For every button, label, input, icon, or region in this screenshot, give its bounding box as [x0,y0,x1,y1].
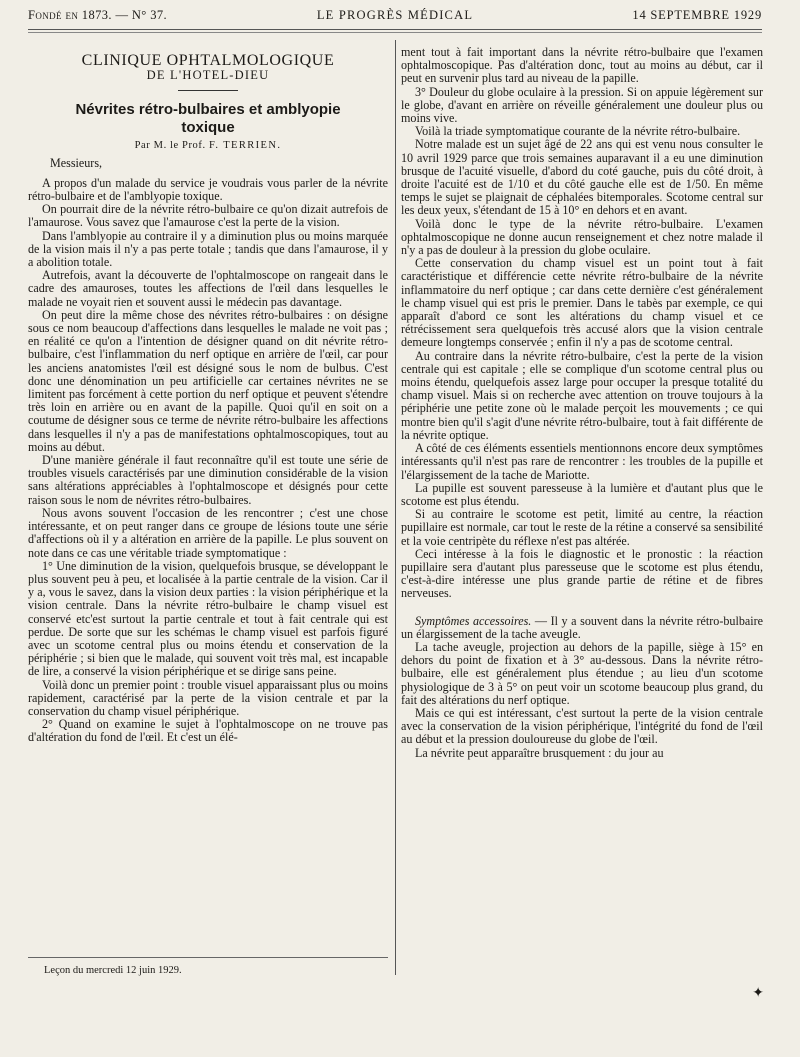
paragraph: Notre malade est un sujet âgé de 22 ans qui est venu nous consulter le 10 avril 1929 parce que trois semaines auparavant il a eu une diminution brusque de l'acuité visuelle, d'abord du coté gauche, puis du côté droit, à droite l'acuité est de 1/10 et du côté gauche elle est de 1/50. En même temps le sujet se plaignait de céphalées bitemporales. Scotome central sur les deux yeux, s'étendant de 15 à 10° en dehors et en avant. [401,137,763,218]
section-heading: CLINIQUE OPHTALMOLOGIQUE [81,52,335,69]
paragraph: La pupille est souvent paresseuse à la lumière et d'autant plus que le scotome est plus étendu. [401,480,763,508]
paragraph: D'une manière générale il faut reconnaître qu'il est toute une série de troubles visuels caractérisés par une diminution considérable de la vision sans altérations appréciables à l'ophtalmoscope et désignés pour cette raison sous le nom de névrites rétro-bulbaires. [28,453,388,507]
accessory-symptoms-paragraph [401,615,763,641]
paragraph: Nous avons souvent l'occasion de les rencontrer ; c'est une chose intéressante, et on peut ranger dans ce groupe de lésions toute une série d'affections où il y a altération en arrière de la papille. Le plus souvent on note dans ce cas une véritable triade symptomatique : [28,505,388,560]
article-title: Névrites rétro-bulbaires et amblyopie toxique [75,101,341,137]
salutation: Messieurs, [50,155,103,170]
accessory-symptoms-text: — Il y a souvent dans la névrite rétro-bulbaire un élargissement de la tache aveugle. [401,613,763,641]
journal-founded-issue: Fondé en 1873. — N° 37. [28,8,168,22]
section-rule [178,90,238,91]
issue-date: 14 SEPTEMBRE 1929 [632,8,762,22]
author-name: F. TERRIEN. [208,140,282,152]
paragraph: A côté de ces éléments essentiels mentionnons encore deux symptômes intéressants qu'il n'est pas rare de rencontrer : les troubles de la pupille et l'élargissement de la tache de Mariotte. [401,441,763,482]
ornament-icon: ✦ [752,986,764,1001]
paragraph: 1° Une diminution de la vision, quelquefois brusque, se développant le plus souvent peu à peu, et localisée à la partie centrale de la vision. Car il y a, vous le savez, dans la vision deux parties : la vision périphérique et la vision centrale. Dans la névrite rétro-bulbaire le champ visuel est conservé etc'est surtout la partie centrale et tout à fait centrale qui est perdue. De sorte que sur les schémas le champ visuel est parfois figuré avec un scotome central plus ou moins étendu et conservation de la périphérie ; si bien que le malade, qui souvent voit très mal, est incapable de lire, a conservé la vision périphérique et se dirige sans peine. [28,558,388,679]
footnote-rule [28,957,388,958]
paragraph: Voilà donc le type de la névrite rétro-bulbaire. L'examen ophtalmoscopique ne donne aucun renseignement et chez notre malade il n'y a pas de douleur à la pression du globe oculaire. [401,216,763,258]
paragraph: Voilà donc un premier point : trouble visuel apparaissant plus ou moins rapidement, caractérisé par la perte de la vision centrale et par la conservation du champ visuel périphérique. [28,677,388,718]
paragraph: Cette conservation du champ visuel est un point tout à fait caractéristique et différencie cette névrite rétro-bulbaire de la névrite inflammatoire du nerf optique ; car dans cette dernière c'est généralement le champ visuel qui est pris le premier. Dans le tabès par exemple, ce qui apparaît d'abord ce sont les altérations du champ visuel et ce rétrécissement sera quelquefois très accusé alors que la vision centrale demeure longtemps conservée ; enfin il n'y a pas de scotome central. [401,256,763,350]
paragraph: La névrite peut apparaître brusquement : du jour au [415,745,664,760]
paragraph: Voilà la triade symptomatique courante de la névrite rétro-bulbaire. [415,124,741,139]
footnote: Leçon du mercredi 12 juin 1929. [44,965,182,976]
byline [28,139,388,152]
header-rule [28,29,762,33]
paragraph: Au contraire dans la névrite rétro-bulbaire, c'est la perte de la vision centrale qui est capitale ; elle se complique d'un scotome central plus ou moins étendu, quelquefois assez large pour occuper la presque totalité du champ visuel. Mais si on recherche avec attention on trouve toujours à la périphérie une petite zone où le malade perçoit les mouvements ; ce qui montre bien qu'il s'agit d'une névrite rétro-bulbaire, tout à fait différente de la névrite optique. [401,348,763,442]
paragraph: Mais ce qui est intéressant, c'est surtout la perte de la vision centrale avec la conservation de la vision périphérique, l'intégrité du fond de l'œil au début et la pression douloureuse du globe de l'œil. [401,705,763,747]
page-header [28,8,762,28]
paragraph: 3° Douleur du globe oculaire à la pression. Si on appuie légèrement sur le globe, d'avant en arrière on réveille généralement une douleur plus ou moins vive. [401,84,763,126]
paragraph: Autrefois, avant la découverte de l'ophtalmoscope on rangeait dans le cadre des amauroses, toutes les affections de l'œil dans lesquelles le malade ne voyait rien et souvent aussi le médecin pas davantage. [28,268,388,309]
paragraph: A propos d'un malade du service je voudrais vous parler de la névrite rétro-bulbaire et de l'amblyopie toxique. [28,175,388,204]
left-paragraphs [28,177,388,745]
paragraph: Ceci intéresse à la fois le diagnostic et le pronostic : la réaction pupillaire sera d'autant plus paresseuse que le scotome est plus étendu, c'est-à-dire intéresse une plus grande partie de rétine et de fibres nerveuses. [401,546,763,601]
journal-title: LE PROGRÈS MÉDICAL [316,8,474,22]
paragraph: La tache aveugle, projection au dehors de la papille, siège à 15° en dehors du point de fixation et à 3° au-dessous. Dans la névrite rétro-bulbaire, elle est généralement plus étendue ; au lieu d'un scotome physiologique de 3 à 5° on peut voir un scotome beaucoup plus grand, du fait des altérations du nerf optique. [401,639,763,707]
paragraph: ment tout à fait important dans la névrite rétro-bulbaire que l'examen ophtalmoscopique. Pas d'altération donc, tout au moins au début, car il peut en survenir plus tard au niveau de la papille. [401,46,763,86]
paragraph: 2° Quand on examine le sujet à l'ophtalmoscope on ne trouve pas d'altération du fond de l'œil. Et c'est un élé- [28,717,388,745]
paragraph: Dans l'amblyopie au contraire il y a diminution plus ou moins marquée de la vision mais il n'y a pas perte totale ; tandis que dans l'amaurose, il y a abolition totale. [28,228,388,270]
right-column [401,46,763,987]
byline-prefix: Par M. le Prof. [134,140,206,152]
column-divider [395,40,396,975]
left-column [28,36,388,987]
paragraph: Si au contraire le scotome est petit, limité au centre, la réaction pupillaire est normale, car tout le reste de la rétine a conservé sa sensibilité et la voie centripète du réflexe n'est pas altérée. [401,507,763,548]
paragraph: On peut dire la même chose des névrites rétro-bulbaires : on désigne sous ce nom beaucoup d'affections dans lesquelles le malade ne voit pas ; en réalité ce qu'on a l'intention de désigner quand on dit névrite rétro-bulbaire, c'est l'inflammation du nerf optique en arrière de l'œil, car pour les anciens anatomistes l'œil est désigné sous le nom de bulbus. C'est donc une dénomination un peu artificielle car certaines névrites ne se limitent pas forcément à cette portion du nerf optique et peuvent s'étendre très loin en arrière ou en avant de la papille. Quoi qu'il en soit on a coutume de désigner sous ce terme de névrite rétro-bulbaire les affections dans lesquelles il n'y a pas de manifestations ophtalmoscopiques, tout au moins au début. [28,307,388,454]
right-paragraphs [401,46,763,601]
accessory-symptoms-heading: Symptômes accessoires. [415,613,532,628]
paragraph: On pourrait dire de la névrite rétro-bulbaire ce qu'on dizait autrefois de l'amaurose. Vous savez que l'amaurose c'est la perte de la vision. [28,202,388,230]
section-subheading: DE L'HOTEL-DIEU [146,68,270,83]
right-paragraphs-2 [401,641,763,760]
